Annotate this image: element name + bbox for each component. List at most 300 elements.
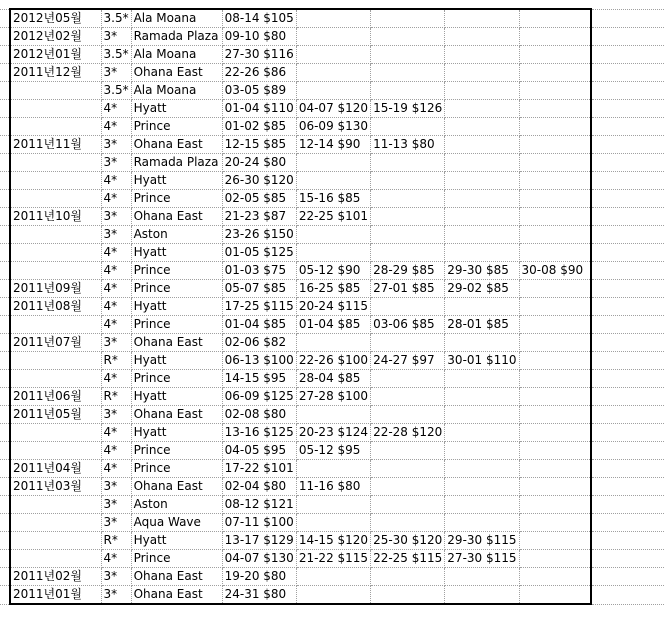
hotel-name-cell[interactable]: Prince bbox=[131, 460, 222, 478]
stay-price-cell[interactable] bbox=[371, 28, 445, 46]
stay-price-cell[interactable] bbox=[445, 514, 519, 532]
month-cell[interactable] bbox=[10, 190, 101, 208]
month-cell[interactable] bbox=[10, 550, 101, 568]
stay-price-cell[interactable]: 01-05 $125 bbox=[222, 244, 296, 262]
stay-price-cell[interactable] bbox=[519, 64, 591, 82]
hotel-name-cell[interactable]: Aston bbox=[131, 496, 222, 514]
stay-price-cell[interactable]: 06-09 $130 bbox=[296, 118, 370, 136]
stay-price-cell[interactable] bbox=[371, 208, 445, 226]
stay-price-cell[interactable] bbox=[371, 118, 445, 136]
stay-price-cell[interactable] bbox=[296, 154, 370, 172]
row-margin-cell[interactable] bbox=[0, 298, 10, 316]
stay-price-cell[interactable]: 12-15 $85 bbox=[222, 136, 296, 154]
row-margin-cell[interactable] bbox=[0, 514, 10, 532]
month-cell[interactable]: 2011년10월 bbox=[10, 208, 101, 226]
empty-cell[interactable] bbox=[591, 82, 664, 100]
stay-price-cell[interactable] bbox=[371, 190, 445, 208]
stay-price-cell[interactable] bbox=[371, 442, 445, 460]
stay-price-cell[interactable]: 01-02 $85 bbox=[222, 118, 296, 136]
stay-price-cell[interactable]: 29-02 $85 bbox=[445, 280, 519, 298]
stay-price-cell[interactable] bbox=[519, 532, 591, 550]
stay-price-cell[interactable] bbox=[296, 172, 370, 190]
empty-cell[interactable] bbox=[591, 532, 664, 550]
hotel-name-cell[interactable]: Prince bbox=[131, 550, 222, 568]
stay-price-cell[interactable] bbox=[519, 100, 591, 118]
stay-price-cell[interactable]: 30-08 $90 bbox=[519, 262, 591, 280]
stay-price-cell[interactable]: 19-20 $80 bbox=[222, 568, 296, 586]
month-cell[interactable]: 2011년03월 bbox=[10, 478, 101, 496]
stay-price-cell[interactable]: 04-07 $120 bbox=[296, 100, 370, 118]
stay-price-cell[interactable]: 01-04 $110 bbox=[222, 100, 296, 118]
empty-cell[interactable] bbox=[591, 424, 664, 442]
stay-price-cell[interactable]: 09-10 $80 bbox=[222, 28, 296, 46]
stay-price-cell[interactable]: 13-17 $129 bbox=[222, 532, 296, 550]
stay-price-cell[interactable] bbox=[296, 64, 370, 82]
stay-price-cell[interactable] bbox=[296, 406, 370, 424]
empty-cell[interactable] bbox=[591, 352, 664, 370]
row-margin-cell[interactable] bbox=[0, 442, 10, 460]
stay-price-cell[interactable] bbox=[519, 190, 591, 208]
stay-price-cell[interactable]: 12-14 $90 bbox=[296, 136, 370, 154]
empty-cell[interactable] bbox=[591, 442, 664, 460]
month-cell[interactable]: 2011년04월 bbox=[10, 460, 101, 478]
empty-cell[interactable] bbox=[591, 208, 664, 226]
stay-price-cell[interactable] bbox=[445, 442, 519, 460]
stay-price-cell[interactable] bbox=[445, 100, 519, 118]
stay-price-cell[interactable]: 02-05 $85 bbox=[222, 190, 296, 208]
stay-price-cell[interactable]: 22-25 $115 bbox=[371, 550, 445, 568]
stay-price-cell[interactable] bbox=[371, 370, 445, 388]
stay-price-cell[interactable] bbox=[519, 136, 591, 154]
stay-price-cell[interactable] bbox=[445, 46, 519, 64]
star-rating-cell[interactable]: 4* bbox=[101, 298, 131, 316]
stay-price-cell[interactable] bbox=[445, 244, 519, 262]
month-cell[interactable] bbox=[10, 100, 101, 118]
star-rating-cell[interactable]: 4* bbox=[101, 460, 131, 478]
empty-cell[interactable] bbox=[591, 154, 664, 172]
star-rating-cell[interactable]: 3* bbox=[101, 586, 131, 605]
star-rating-cell[interactable]: 4* bbox=[101, 172, 131, 190]
stay-price-cell[interactable] bbox=[296, 28, 370, 46]
month-cell[interactable] bbox=[10, 244, 101, 262]
star-rating-cell[interactable]: 3* bbox=[101, 478, 131, 496]
stay-price-cell[interactable] bbox=[371, 388, 445, 406]
month-cell[interactable]: 2011년01월 bbox=[10, 586, 101, 605]
stay-price-cell[interactable]: 28-29 $85 bbox=[371, 262, 445, 280]
stay-price-cell[interactable] bbox=[371, 46, 445, 64]
hotel-name-cell[interactable]: Aston bbox=[131, 226, 222, 244]
stay-price-cell[interactable]: 22-25 $101 bbox=[296, 208, 370, 226]
stay-price-cell[interactable] bbox=[519, 82, 591, 100]
month-cell[interactable] bbox=[10, 532, 101, 550]
star-rating-cell[interactable]: 3* bbox=[101, 568, 131, 586]
row-margin-cell[interactable] bbox=[0, 136, 10, 154]
stay-price-cell[interactable]: 29-30 $115 bbox=[445, 532, 519, 550]
month-cell[interactable]: 2011년06월 bbox=[10, 388, 101, 406]
row-margin-cell[interactable] bbox=[0, 226, 10, 244]
row-margin-cell[interactable] bbox=[0, 280, 10, 298]
hotel-name-cell[interactable]: Ohana East bbox=[131, 64, 222, 82]
hotel-name-cell[interactable]: Ohana East bbox=[131, 208, 222, 226]
stay-price-cell[interactable] bbox=[519, 280, 591, 298]
stay-price-cell[interactable]: 15-16 $85 bbox=[296, 190, 370, 208]
star-rating-cell[interactable]: 4* bbox=[101, 424, 131, 442]
hotel-name-cell[interactable]: Ala Moana bbox=[131, 82, 222, 100]
hotel-name-cell[interactable]: Ohana East bbox=[131, 334, 222, 352]
empty-cell[interactable] bbox=[591, 370, 664, 388]
stay-price-cell[interactable]: 01-03 $75 bbox=[222, 262, 296, 280]
month-cell[interactable]: 2012년05월 bbox=[10, 9, 101, 28]
star-rating-cell[interactable]: R* bbox=[101, 532, 131, 550]
stay-price-cell[interactable] bbox=[445, 388, 519, 406]
month-cell[interactable] bbox=[10, 514, 101, 532]
hotel-name-cell[interactable]: Ohana East bbox=[131, 568, 222, 586]
hotel-name-cell[interactable]: Aqua Wave bbox=[131, 514, 222, 532]
stay-price-cell[interactable]: 03-05 $89 bbox=[222, 82, 296, 100]
empty-cell[interactable] bbox=[591, 298, 664, 316]
stay-price-cell[interactable] bbox=[519, 424, 591, 442]
hotel-name-cell[interactable]: Hyatt bbox=[131, 388, 222, 406]
month-cell[interactable]: 2012년02월 bbox=[10, 28, 101, 46]
empty-cell[interactable] bbox=[591, 568, 664, 586]
row-margin-cell[interactable] bbox=[0, 370, 10, 388]
stay-price-cell[interactable] bbox=[519, 568, 591, 586]
month-cell[interactable] bbox=[10, 370, 101, 388]
star-rating-cell[interactable]: R* bbox=[101, 388, 131, 406]
star-rating-cell[interactable]: 3.5* bbox=[101, 82, 131, 100]
stay-price-cell[interactable] bbox=[519, 370, 591, 388]
month-cell[interactable] bbox=[10, 154, 101, 172]
stay-price-cell[interactable]: 17-22 $101 bbox=[222, 460, 296, 478]
star-rating-cell[interactable]: 4* bbox=[101, 550, 131, 568]
stay-price-cell[interactable]: 22-26 $100 bbox=[296, 352, 370, 370]
stay-price-cell[interactable] bbox=[519, 406, 591, 424]
star-rating-cell[interactable]: 3* bbox=[101, 406, 131, 424]
stay-price-cell[interactable] bbox=[519, 460, 591, 478]
empty-cell[interactable] bbox=[591, 190, 664, 208]
stay-price-cell[interactable] bbox=[445, 460, 519, 478]
row-margin-cell[interactable] bbox=[0, 190, 10, 208]
stay-price-cell[interactable] bbox=[519, 244, 591, 262]
row-margin-cell[interactable] bbox=[0, 262, 10, 280]
month-cell[interactable] bbox=[10, 82, 101, 100]
stay-price-cell[interactable] bbox=[371, 9, 445, 28]
month-cell[interactable]: 2011년05월 bbox=[10, 406, 101, 424]
stay-price-cell[interactable] bbox=[519, 388, 591, 406]
empty-cell[interactable] bbox=[591, 514, 664, 532]
row-margin-cell[interactable] bbox=[0, 100, 10, 118]
stay-price-cell[interactable] bbox=[296, 514, 370, 532]
stay-price-cell[interactable] bbox=[296, 46, 370, 64]
star-rating-cell[interactable]: 4* bbox=[101, 190, 131, 208]
empty-cell[interactable] bbox=[591, 64, 664, 82]
stay-price-cell[interactable] bbox=[519, 442, 591, 460]
stay-price-cell[interactable] bbox=[445, 586, 519, 605]
stay-price-cell[interactable]: 05-12 $90 bbox=[296, 262, 370, 280]
row-margin-cell[interactable] bbox=[0, 424, 10, 442]
stay-price-cell[interactable] bbox=[445, 334, 519, 352]
stay-price-cell[interactable]: 24-27 $97 bbox=[371, 352, 445, 370]
stay-price-cell[interactable]: 14-15 $95 bbox=[222, 370, 296, 388]
row-margin-cell[interactable] bbox=[0, 586, 10, 605]
row-margin-cell[interactable] bbox=[0, 172, 10, 190]
stay-price-cell[interactable]: 04-05 $95 bbox=[222, 442, 296, 460]
stay-price-cell[interactable]: 01-04 $85 bbox=[222, 316, 296, 334]
hotel-name-cell[interactable]: Hyatt bbox=[131, 100, 222, 118]
stay-price-cell[interactable] bbox=[371, 244, 445, 262]
stay-price-cell[interactable] bbox=[371, 172, 445, 190]
stay-price-cell[interactable] bbox=[519, 9, 591, 28]
stay-price-cell[interactable]: 27-30 $116 bbox=[222, 46, 296, 64]
stay-price-cell[interactable] bbox=[296, 244, 370, 262]
stay-price-cell[interactable]: 17-25 $115 bbox=[222, 298, 296, 316]
star-rating-cell[interactable]: 3* bbox=[101, 64, 131, 82]
stay-price-cell[interactable] bbox=[445, 172, 519, 190]
stay-price-cell[interactable] bbox=[371, 154, 445, 172]
row-margin-cell[interactable] bbox=[0, 352, 10, 370]
row-margin-cell[interactable] bbox=[0, 550, 10, 568]
hotel-name-cell[interactable]: Prince bbox=[131, 442, 222, 460]
stay-price-cell[interactable]: 06-09 $125 bbox=[222, 388, 296, 406]
star-rating-cell[interactable]: 3* bbox=[101, 334, 131, 352]
stay-price-cell[interactable] bbox=[445, 424, 519, 442]
empty-cell[interactable] bbox=[591, 496, 664, 514]
stay-price-cell[interactable] bbox=[371, 64, 445, 82]
stay-price-cell[interactable] bbox=[519, 586, 591, 605]
star-rating-cell[interactable]: R* bbox=[101, 352, 131, 370]
hotel-name-cell[interactable]: Hyatt bbox=[131, 532, 222, 550]
stay-price-cell[interactable]: 28-04 $85 bbox=[296, 370, 370, 388]
stay-price-cell[interactable] bbox=[445, 82, 519, 100]
empty-cell[interactable] bbox=[591, 406, 664, 424]
hotel-name-cell[interactable]: Ala Moana bbox=[131, 9, 222, 28]
hotel-name-cell[interactable]: Hyatt bbox=[131, 352, 222, 370]
stay-price-cell[interactable] bbox=[296, 226, 370, 244]
empty-cell[interactable] bbox=[591, 172, 664, 190]
stay-price-cell[interactable]: 03-06 $85 bbox=[371, 316, 445, 334]
stay-price-cell[interactable]: 28-01 $85 bbox=[445, 316, 519, 334]
hotel-name-cell[interactable]: Prince bbox=[131, 280, 222, 298]
month-cell[interactable]: 2011년12월 bbox=[10, 64, 101, 82]
row-margin-cell[interactable] bbox=[0, 532, 10, 550]
stay-price-cell[interactable]: 11-13 $80 bbox=[371, 136, 445, 154]
stay-price-cell[interactable] bbox=[445, 406, 519, 424]
empty-cell[interactable] bbox=[591, 586, 664, 605]
month-cell[interactable] bbox=[10, 352, 101, 370]
stay-price-cell[interactable] bbox=[519, 478, 591, 496]
stay-price-cell[interactable] bbox=[371, 460, 445, 478]
row-margin-cell[interactable] bbox=[0, 244, 10, 262]
hotel-name-cell[interactable]: Hyatt bbox=[131, 172, 222, 190]
stay-price-cell[interactable] bbox=[519, 496, 591, 514]
stay-price-cell[interactable] bbox=[519, 550, 591, 568]
row-margin-cell[interactable] bbox=[0, 82, 10, 100]
empty-cell[interactable] bbox=[591, 46, 664, 64]
stay-price-cell[interactable]: 22-28 $120 bbox=[371, 424, 445, 442]
hotel-name-cell[interactable]: Hyatt bbox=[131, 298, 222, 316]
stay-price-cell[interactable]: 27-28 $100 bbox=[296, 388, 370, 406]
empty-cell[interactable] bbox=[591, 316, 664, 334]
stay-price-cell[interactable] bbox=[445, 190, 519, 208]
stay-price-cell[interactable]: 21-22 $115 bbox=[296, 550, 370, 568]
stay-price-cell[interactable] bbox=[445, 298, 519, 316]
stay-price-cell[interactable] bbox=[519, 208, 591, 226]
empty-cell[interactable] bbox=[591, 118, 664, 136]
empty-cell[interactable] bbox=[591, 550, 664, 568]
stay-price-cell[interactable] bbox=[519, 514, 591, 532]
stay-price-cell[interactable]: 08-14 $105 bbox=[222, 9, 296, 28]
stay-price-cell[interactable]: 05-07 $85 bbox=[222, 280, 296, 298]
stay-price-cell[interactable]: 11-16 $80 bbox=[296, 478, 370, 496]
row-margin-cell[interactable] bbox=[0, 496, 10, 514]
stay-price-cell[interactable]: 07-11 $100 bbox=[222, 514, 296, 532]
hotel-name-cell[interactable]: Hyatt bbox=[131, 244, 222, 262]
star-rating-cell[interactable]: 3* bbox=[101, 154, 131, 172]
stay-price-cell[interactable] bbox=[519, 46, 591, 64]
stay-price-cell[interactable] bbox=[296, 334, 370, 352]
stay-price-cell[interactable] bbox=[445, 28, 519, 46]
stay-price-cell[interactable]: 02-04 $80 bbox=[222, 478, 296, 496]
stay-price-cell[interactable]: 14-15 $120 bbox=[296, 532, 370, 550]
month-cell[interactable]: 2011년02월 bbox=[10, 568, 101, 586]
stay-price-cell[interactable] bbox=[296, 82, 370, 100]
row-margin-cell[interactable] bbox=[0, 118, 10, 136]
hotel-name-cell[interactable]: Ohana East bbox=[131, 136, 222, 154]
empty-cell[interactable] bbox=[591, 280, 664, 298]
star-rating-cell[interactable]: 4* bbox=[101, 118, 131, 136]
row-margin-cell[interactable] bbox=[0, 406, 10, 424]
stay-price-cell[interactable]: 01-04 $85 bbox=[296, 316, 370, 334]
stay-price-cell[interactable]: 29-30 $85 bbox=[445, 262, 519, 280]
stay-price-cell[interactable] bbox=[519, 298, 591, 316]
stay-price-cell[interactable] bbox=[296, 460, 370, 478]
stay-price-cell[interactable]: 30-01 $110 bbox=[445, 352, 519, 370]
month-cell[interactable]: 2011년07월 bbox=[10, 334, 101, 352]
empty-cell[interactable] bbox=[591, 136, 664, 154]
row-margin-cell[interactable] bbox=[0, 568, 10, 586]
row-margin-cell[interactable] bbox=[0, 46, 10, 64]
stay-price-cell[interactable] bbox=[519, 226, 591, 244]
star-rating-cell[interactable]: 4* bbox=[101, 370, 131, 388]
stay-price-cell[interactable]: 27-30 $115 bbox=[445, 550, 519, 568]
month-cell[interactable] bbox=[10, 226, 101, 244]
empty-cell[interactable] bbox=[591, 388, 664, 406]
hotel-name-cell[interactable]: Ohana East bbox=[131, 406, 222, 424]
empty-cell[interactable] bbox=[591, 478, 664, 496]
stay-price-cell[interactable]: 20-24 $115 bbox=[296, 298, 370, 316]
row-margin-cell[interactable] bbox=[0, 64, 10, 82]
star-rating-cell[interactable]: 3* bbox=[101, 496, 131, 514]
stay-price-cell[interactable] bbox=[371, 568, 445, 586]
stay-price-cell[interactable] bbox=[519, 118, 591, 136]
hotel-name-cell[interactable]: Prince bbox=[131, 316, 222, 334]
stay-price-cell[interactable]: 20-24 $80 bbox=[222, 154, 296, 172]
stay-price-cell[interactable] bbox=[445, 478, 519, 496]
stay-price-cell[interactable] bbox=[371, 226, 445, 244]
hotel-name-cell[interactable]: Ramada Plaza bbox=[131, 28, 222, 46]
stay-price-cell[interactable]: 02-06 $82 bbox=[222, 334, 296, 352]
stay-price-cell[interactable] bbox=[445, 496, 519, 514]
empty-cell[interactable] bbox=[591, 9, 664, 28]
hotel-name-cell[interactable]: Ramada Plaza bbox=[131, 154, 222, 172]
stay-price-cell[interactable]: 02-08 $80 bbox=[222, 406, 296, 424]
month-cell[interactable] bbox=[10, 118, 101, 136]
stay-price-cell[interactable] bbox=[519, 316, 591, 334]
hotel-name-cell[interactable]: Hyatt bbox=[131, 424, 222, 442]
month-cell[interactable]: 2011년09월 bbox=[10, 280, 101, 298]
month-cell[interactable] bbox=[10, 262, 101, 280]
row-margin-cell[interactable] bbox=[0, 9, 10, 28]
row-margin-cell[interactable] bbox=[0, 28, 10, 46]
month-cell[interactable] bbox=[10, 316, 101, 334]
month-cell[interactable]: 2012년01월 bbox=[10, 46, 101, 64]
stay-price-cell[interactable]: 22-26 $86 bbox=[222, 64, 296, 82]
stay-price-cell[interactable] bbox=[519, 172, 591, 190]
star-rating-cell[interactable]: 3* bbox=[101, 208, 131, 226]
stay-price-cell[interactable] bbox=[445, 568, 519, 586]
empty-cell[interactable] bbox=[591, 226, 664, 244]
row-margin-cell[interactable] bbox=[0, 460, 10, 478]
star-rating-cell[interactable]: 4* bbox=[101, 244, 131, 262]
month-cell[interactable] bbox=[10, 172, 101, 190]
month-cell[interactable]: 2011년08월 bbox=[10, 298, 101, 316]
hotel-name-cell[interactable]: Ohana East bbox=[131, 478, 222, 496]
empty-cell[interactable] bbox=[591, 100, 664, 118]
month-cell[interactable] bbox=[10, 442, 101, 460]
row-margin-cell[interactable] bbox=[0, 154, 10, 172]
stay-price-cell[interactable] bbox=[371, 586, 445, 605]
stay-price-cell[interactable] bbox=[296, 496, 370, 514]
star-rating-cell[interactable]: 3* bbox=[101, 136, 131, 154]
star-rating-cell[interactable]: 4* bbox=[101, 280, 131, 298]
stay-price-cell[interactable]: 20-23 $124 bbox=[296, 424, 370, 442]
hotel-name-cell[interactable]: Prince bbox=[131, 190, 222, 208]
hotel-name-cell[interactable]: Prince bbox=[131, 118, 222, 136]
stay-price-cell[interactable]: 05-12 $95 bbox=[296, 442, 370, 460]
star-rating-cell[interactable]: 4* bbox=[101, 262, 131, 280]
hotel-name-cell[interactable]: Prince bbox=[131, 262, 222, 280]
stay-price-cell[interactable] bbox=[445, 370, 519, 388]
empty-cell[interactable] bbox=[591, 244, 664, 262]
star-rating-cell[interactable]: 3* bbox=[101, 28, 131, 46]
stay-price-cell[interactable] bbox=[445, 208, 519, 226]
stay-price-cell[interactable] bbox=[371, 514, 445, 532]
stay-price-cell[interactable] bbox=[445, 9, 519, 28]
stay-price-cell[interactable] bbox=[371, 496, 445, 514]
stay-price-cell[interactable] bbox=[519, 28, 591, 46]
row-margin-cell[interactable] bbox=[0, 334, 10, 352]
star-rating-cell[interactable]: 3.5* bbox=[101, 9, 131, 28]
row-margin-cell[interactable] bbox=[0, 316, 10, 334]
stay-price-cell[interactable] bbox=[445, 154, 519, 172]
stay-price-cell[interactable] bbox=[371, 406, 445, 424]
month-cell[interactable]: 2011년11월 bbox=[10, 136, 101, 154]
stay-price-cell[interactable]: 26-30 $120 bbox=[222, 172, 296, 190]
stay-price-cell[interactable] bbox=[445, 64, 519, 82]
stay-price-cell[interactable]: 27-01 $85 bbox=[371, 280, 445, 298]
row-margin-cell[interactable] bbox=[0, 208, 10, 226]
stay-price-cell[interactable] bbox=[445, 118, 519, 136]
stay-price-cell[interactable] bbox=[519, 154, 591, 172]
stay-price-cell[interactable] bbox=[371, 82, 445, 100]
stay-price-cell[interactable] bbox=[445, 226, 519, 244]
hotel-name-cell[interactable]: Ala Moana bbox=[131, 46, 222, 64]
stay-price-cell[interactable] bbox=[296, 568, 370, 586]
hotel-name-cell[interactable]: Prince bbox=[131, 370, 222, 388]
row-margin-cell[interactable] bbox=[0, 478, 10, 496]
stay-price-cell[interactable] bbox=[519, 352, 591, 370]
stay-price-cell[interactable]: 16-25 $85 bbox=[296, 280, 370, 298]
